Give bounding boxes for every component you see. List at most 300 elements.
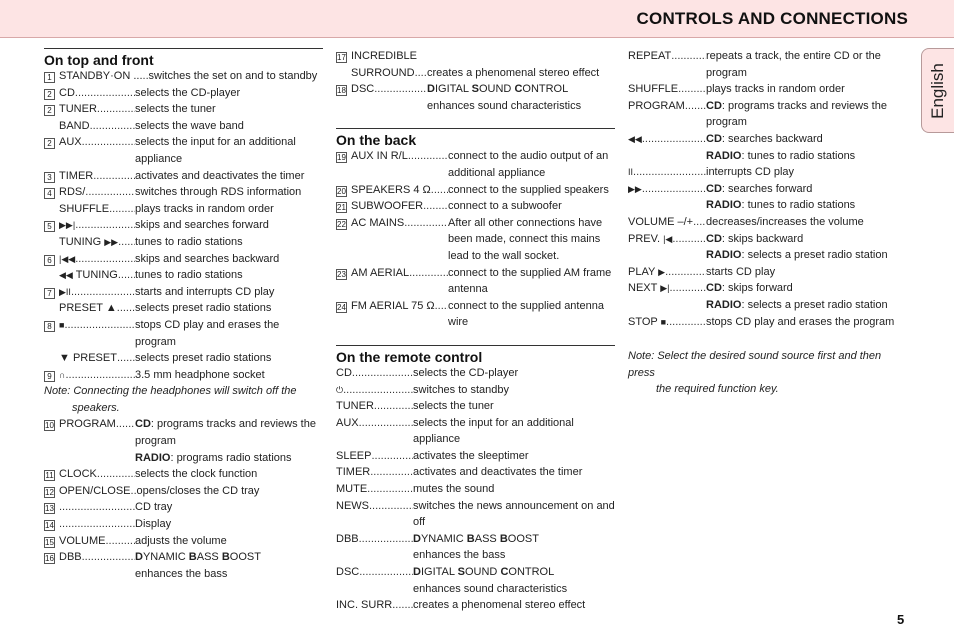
leader-dots xyxy=(415,65,427,82)
list-item-continuation xyxy=(336,165,615,182)
item-label-text: DSC xyxy=(336,566,360,579)
item-description-text: additional appliance xyxy=(448,166,546,179)
item-number-cell xyxy=(44,234,59,251)
item-number-box: 22 xyxy=(337,219,346,229)
item-description-text: switches the news announcement on and off xyxy=(413,499,615,529)
item-number-box: 12 xyxy=(45,487,54,497)
leader-dots xyxy=(633,164,706,181)
leader-dots xyxy=(75,85,135,102)
list-remote-continued xyxy=(628,48,910,330)
list-item xyxy=(628,264,910,281)
list-on-the-back xyxy=(336,148,615,331)
item-label-text: DSC xyxy=(351,83,375,96)
item-description-bold: CD xyxy=(135,418,151,431)
leader-dots xyxy=(423,198,448,215)
item-number-box: 15 xyxy=(45,537,54,547)
item-number-cell xyxy=(44,516,59,533)
list-item-continuation xyxy=(628,148,910,165)
leader-dots xyxy=(71,284,135,301)
leader-dots xyxy=(371,448,413,465)
item-label xyxy=(336,464,370,481)
leader-dots xyxy=(369,498,413,531)
list-item xyxy=(44,85,323,102)
item-description-bold: RADIO xyxy=(135,451,171,464)
item-description-text: lead to the wall socket. xyxy=(448,249,560,262)
item-description-initial: D xyxy=(135,551,143,564)
item-description-text: switches to standby xyxy=(413,383,509,396)
item-description-text: selects the CD-player xyxy=(413,366,519,379)
item-description xyxy=(448,182,615,199)
list-item-continuation xyxy=(336,98,615,115)
leader-dots xyxy=(117,300,135,317)
item-label xyxy=(336,365,352,382)
leader-dots xyxy=(118,267,135,284)
item-number-cell xyxy=(44,184,59,201)
item-description-text: tunes to radio stations xyxy=(135,235,243,248)
item-number-cell xyxy=(44,85,59,102)
item-number-cell xyxy=(336,81,351,98)
item-label-text: AUX xyxy=(59,136,82,149)
list-item xyxy=(44,533,323,550)
item-description-bold: RADIO xyxy=(706,149,742,162)
item-label-text: PROGRAM xyxy=(59,418,116,431)
item-label xyxy=(628,181,642,198)
item-number-box: 19 xyxy=(337,153,346,163)
note-line: speakers. xyxy=(72,401,120,414)
item-description xyxy=(135,201,323,218)
leader-dots xyxy=(82,134,135,151)
list-item-continuation xyxy=(44,433,323,450)
item-description-text: IGITAL xyxy=(420,566,458,579)
item-description xyxy=(413,415,615,448)
play-icon: ▶ xyxy=(658,266,666,277)
item-description xyxy=(427,81,615,98)
leader-dots xyxy=(374,398,413,415)
item-label-text: TUNER xyxy=(59,103,97,116)
fast-forward-icon: ▶▶ xyxy=(104,236,119,247)
item-label xyxy=(351,265,409,282)
list-item xyxy=(336,382,615,399)
item-number-box: 16 xyxy=(45,554,54,564)
item-description-text: enhances the bass xyxy=(413,549,506,562)
item-description-bold: CD xyxy=(706,182,722,195)
item-label-text: OPEN/CLOSE xyxy=(59,484,131,497)
previous-icon: |◀ xyxy=(663,233,673,244)
item-label-text: INCREDIBLE xyxy=(351,50,418,62)
list-item-continuation xyxy=(628,297,910,314)
note-line: the required function key. xyxy=(656,383,779,396)
item-number-cell xyxy=(336,298,351,331)
item-description-text: decreases/increases the volume xyxy=(706,215,864,228)
leader-dots xyxy=(343,382,413,399)
item-label xyxy=(336,398,374,415)
item-description xyxy=(135,499,323,516)
item-number-cell xyxy=(44,549,59,566)
leader-dots xyxy=(118,234,135,251)
item-number-cell xyxy=(44,300,59,317)
item-number-cell xyxy=(44,267,59,284)
item-description-text: : skips backward xyxy=(721,232,804,245)
leader-dots xyxy=(359,531,413,548)
item-description xyxy=(448,198,615,215)
list-item xyxy=(44,234,323,251)
item-label xyxy=(351,198,423,215)
item-label-text: AC MAINS xyxy=(351,216,405,229)
item-label xyxy=(628,314,666,331)
leader-dots xyxy=(404,215,448,232)
item-description xyxy=(135,533,323,550)
list-item xyxy=(44,201,323,218)
list-item xyxy=(336,415,615,448)
list-item xyxy=(44,284,323,301)
item-description-text: enhances sound characteristics xyxy=(413,582,568,595)
leader-dots xyxy=(435,298,448,331)
item-description xyxy=(427,65,615,82)
item-label xyxy=(628,231,672,248)
leader-dots xyxy=(90,118,135,135)
item-number-cell xyxy=(44,168,59,185)
list-item xyxy=(336,498,615,531)
item-label xyxy=(59,533,105,550)
section-title-on-the-remote-control: On the remote control xyxy=(336,345,615,365)
leader-dots xyxy=(665,264,706,281)
list-item-continuation xyxy=(336,231,615,248)
item-label xyxy=(628,98,685,131)
item-label-text: FM AERIAL 75 Ω xyxy=(351,299,435,312)
list-item xyxy=(336,48,615,65)
section-title-on-top-and-front: On top and front xyxy=(44,48,323,68)
list-on-the-remote-control xyxy=(336,365,615,614)
item-label-text: PLAY xyxy=(628,265,659,278)
item-label-text: BAND xyxy=(59,119,90,132)
item-number-box: 3 xyxy=(44,172,55,183)
item-number-cell xyxy=(44,416,59,433)
item-description-initial: D xyxy=(413,566,421,579)
item-description xyxy=(706,164,910,181)
list-item xyxy=(44,367,323,384)
item-description-text: : tunes to radio stations xyxy=(741,199,856,212)
list-item-continuation xyxy=(336,248,615,265)
item-label-text: CD xyxy=(336,366,352,379)
item-label xyxy=(59,416,116,433)
item-label-text: INC. SURR. xyxy=(336,599,396,612)
item-label xyxy=(336,597,395,614)
item-description-text: connect to the supplied antenna wire xyxy=(448,299,604,329)
list-item xyxy=(336,448,615,465)
item-description-text: CD tray xyxy=(135,501,173,514)
item-number-box: 23 xyxy=(337,269,346,279)
leader-dots xyxy=(408,148,448,165)
item-description-text: ASS xyxy=(196,551,222,564)
item-label-text: STOP xyxy=(628,315,661,328)
leader-dots xyxy=(352,365,413,382)
item-label xyxy=(59,168,93,185)
item-description-text: After all other connections have xyxy=(448,216,603,229)
item-description xyxy=(135,217,323,234)
item-description-initial: B xyxy=(499,532,508,545)
item-description-initial: B xyxy=(221,551,230,564)
item-description xyxy=(448,215,615,232)
item-description-initial: B xyxy=(188,551,197,564)
item-label xyxy=(59,201,109,218)
item-label xyxy=(628,131,642,148)
item-description xyxy=(135,101,323,118)
item-label-text: DBB xyxy=(59,551,82,564)
item-number-box: 9 xyxy=(44,371,55,382)
leader-dots xyxy=(671,48,706,81)
item-description-text: : searches forward xyxy=(721,182,813,195)
item-description-bold: CD xyxy=(706,99,722,112)
item-description-text: selects the input for an additional xyxy=(135,136,296,149)
item-description-text: connect to the supplied speakers xyxy=(448,183,609,196)
list-on-top-and-front-continued xyxy=(44,416,323,582)
list-item xyxy=(628,164,910,181)
leader-dots xyxy=(117,350,135,367)
leader-dots xyxy=(93,168,135,185)
item-label xyxy=(336,564,359,581)
item-label-text: TIMER xyxy=(336,466,371,479)
item-description-text: OUND xyxy=(478,83,515,96)
leader-dots xyxy=(642,131,706,148)
item-description-text: interrupts CD play xyxy=(706,166,795,179)
item-description xyxy=(706,81,910,98)
item-description-initial: S xyxy=(457,566,465,579)
item-description-text: been made, connect this mains xyxy=(448,233,601,246)
list-item-continuation xyxy=(628,197,910,214)
item-number-cell xyxy=(336,215,351,232)
note-line: Note: Select the desired sound source first and then press xyxy=(628,350,882,379)
leader-dots xyxy=(370,464,413,481)
leader-dots xyxy=(367,481,413,498)
language-tab xyxy=(921,48,954,133)
item-description xyxy=(413,564,615,581)
item-label-text: PRESET ▲ xyxy=(59,302,117,315)
item-number-cell xyxy=(44,350,59,367)
list-item-continuation xyxy=(628,247,910,264)
item-label xyxy=(351,215,404,232)
list-item xyxy=(336,65,615,82)
leader-dots xyxy=(678,81,706,98)
item-number-box: 2 xyxy=(44,89,55,100)
item-description-text: stops CD play and erases the program xyxy=(706,315,895,328)
item-number-cell xyxy=(44,217,59,234)
item-label xyxy=(628,81,678,98)
item-label xyxy=(336,498,369,531)
item-description-text: tunes to radio stations xyxy=(135,269,243,282)
leader-dots xyxy=(359,564,413,581)
item-description-text: enhances sound characteristics xyxy=(427,99,582,112)
item-label-text: STANDBY·ON ... xyxy=(59,70,143,82)
item-description xyxy=(135,184,323,201)
list-item xyxy=(628,98,910,131)
list-item-continuation xyxy=(336,547,615,564)
item-label xyxy=(628,264,665,281)
item-number-box: 6 xyxy=(44,255,55,266)
item-description-text: starts and interrupts CD play xyxy=(135,285,275,298)
item-label xyxy=(59,68,143,85)
item-number-box: 2 xyxy=(44,105,55,116)
item-label-text: RDS/ xyxy=(59,186,86,199)
leader-dots xyxy=(409,265,448,282)
item-number-cell xyxy=(336,65,351,82)
item-description xyxy=(135,516,323,533)
list-item xyxy=(44,134,323,151)
list-item xyxy=(336,597,615,614)
list-item xyxy=(628,81,910,98)
item-description xyxy=(135,350,323,367)
item-number-box: 20 xyxy=(337,186,346,196)
item-description xyxy=(135,300,323,317)
list-item xyxy=(628,214,910,231)
list-item xyxy=(628,314,910,331)
item-number-box: 17 xyxy=(337,53,346,62)
item-description xyxy=(135,168,323,185)
list-item xyxy=(336,81,615,98)
item-number-box: 10 xyxy=(45,421,54,431)
item-description-text: enhances the bass xyxy=(135,567,228,580)
item-description-text: ONTROL xyxy=(508,566,555,579)
item-description-bold: RADIO xyxy=(706,199,742,212)
item-number-cell xyxy=(44,118,59,135)
list-item xyxy=(44,350,323,367)
item-label xyxy=(59,284,71,301)
leader-dots xyxy=(105,533,135,550)
item-description xyxy=(413,481,615,498)
item-description-text: selects the tuner xyxy=(135,103,216,116)
list-item xyxy=(44,416,323,433)
item-label-text: AM AERIAL xyxy=(351,266,410,279)
item-label-text: AUX xyxy=(336,416,359,429)
headphone-icon: ∩ xyxy=(59,369,66,380)
note-headphones xyxy=(44,383,323,416)
item-number-cell xyxy=(44,284,59,301)
item-label xyxy=(59,217,75,234)
item-number-box: 24 xyxy=(337,302,346,312)
item-description-text: : searches backward xyxy=(721,132,823,145)
item-label-text: TUNING xyxy=(72,269,118,282)
list-item xyxy=(336,398,615,415)
item-label xyxy=(59,466,97,483)
note-line: Note: Connecting the headphones will switch off the xyxy=(44,385,297,398)
item-description-text: : programs radio stations xyxy=(170,451,292,464)
list-item xyxy=(44,549,323,566)
item-label xyxy=(59,118,90,135)
item-number-cell xyxy=(44,68,59,85)
item-description xyxy=(413,365,615,382)
item-description-bold: CD xyxy=(706,232,722,245)
item-number-box: 13 xyxy=(45,504,54,514)
list-item-continuation xyxy=(44,566,323,583)
leader-dots xyxy=(59,516,135,533)
item-description-text: connect to the audio output of an xyxy=(448,150,609,163)
note-sound-source xyxy=(628,348,910,398)
list-item xyxy=(44,317,323,350)
item-description xyxy=(137,483,325,500)
list-item xyxy=(336,148,615,165)
item-number-box: 8 xyxy=(44,321,55,332)
item-label xyxy=(351,182,431,199)
item-description xyxy=(413,448,615,465)
item-description-text: creates a phenomenal stereo effect xyxy=(427,66,600,79)
item-description-text: : skips forward xyxy=(721,282,793,295)
item-label-text: CLOCK xyxy=(59,468,97,481)
list-item xyxy=(44,516,323,533)
previous-icon: |◀◀ xyxy=(59,253,76,264)
item-description-text: skips and searches backward xyxy=(135,252,280,265)
item-description-text: activates and deactivates the timer xyxy=(413,466,583,479)
item-label xyxy=(351,65,415,82)
leader-dots xyxy=(75,217,135,234)
item-label xyxy=(59,134,82,151)
language-tab-label: English xyxy=(928,62,947,119)
item-description-text: creates a phenomenal stereo effect xyxy=(413,599,586,612)
item-label-text: TUNING xyxy=(59,235,105,248)
play-pause-icon: ▶II xyxy=(59,286,71,297)
section-title-on-the-back: On the back xyxy=(336,128,615,148)
item-description xyxy=(135,134,323,151)
item-label xyxy=(336,415,359,448)
item-description-text: connect to a subwoofer xyxy=(448,200,562,213)
item-label xyxy=(336,481,367,498)
item-label-text: REPEAT xyxy=(628,50,672,62)
list-item-continuation xyxy=(44,151,323,168)
list-item xyxy=(336,265,615,282)
item-description-text: repeats a track, the entire CD or the program xyxy=(706,50,881,79)
leader-dots xyxy=(97,466,135,483)
item-description-text: : selects a preset radio station xyxy=(741,249,888,262)
item-number-box: 18 xyxy=(337,86,346,96)
item-description-text: starts CD play xyxy=(706,265,776,278)
item-number-cell xyxy=(44,466,59,483)
item-description-bold: RADIO xyxy=(706,298,742,311)
item-description-text: OUND xyxy=(464,566,501,579)
leader-dots xyxy=(82,549,135,566)
item-number-cell xyxy=(44,483,59,500)
item-description-text: connect to the supplied AM frame xyxy=(448,266,612,279)
item-description xyxy=(135,367,323,384)
item-number-cell xyxy=(44,101,59,118)
list-item xyxy=(628,231,910,248)
list-item xyxy=(336,531,615,548)
list-item xyxy=(628,181,910,198)
list-item-continuation xyxy=(44,450,323,467)
stop-icon: ■ xyxy=(660,316,667,327)
item-label xyxy=(336,382,343,399)
list-item xyxy=(44,68,323,85)
leader-dots xyxy=(59,499,135,516)
item-label-text: SURROUND xyxy=(351,66,415,79)
item-description-text: IGITAL xyxy=(434,83,472,96)
item-description xyxy=(706,264,910,281)
leader-dots xyxy=(642,181,706,198)
item-description xyxy=(135,416,323,433)
list-item xyxy=(44,483,323,500)
item-label xyxy=(59,267,118,284)
item-number-cell xyxy=(44,317,59,350)
item-description xyxy=(706,231,910,248)
item-description xyxy=(706,48,910,81)
leader-dots xyxy=(693,214,706,231)
item-number-box: 21 xyxy=(337,203,346,213)
item-label-text: NEXT xyxy=(628,282,661,295)
item-description xyxy=(706,98,910,131)
item-label xyxy=(336,448,371,465)
item-description-bold: RADIO xyxy=(706,249,742,262)
item-number-cell xyxy=(336,182,351,199)
item-number-box: 1 xyxy=(44,72,55,83)
list-item xyxy=(336,564,615,581)
rewind-icon: ◀◀ xyxy=(628,133,642,144)
